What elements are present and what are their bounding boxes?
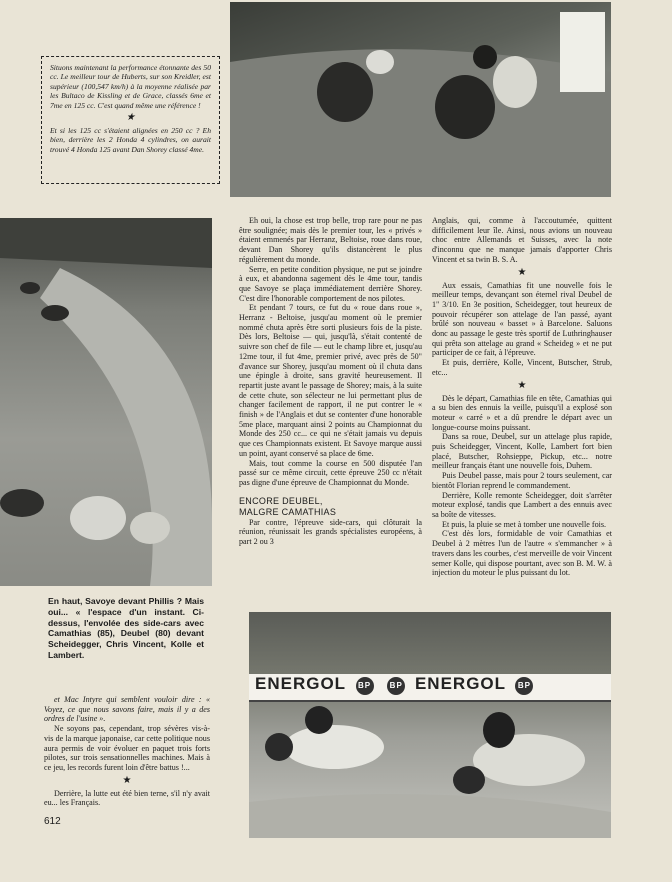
paragraph: Dans sa roue, Deubel, sur un attelage plus rapide, puis Scheidegger, Vincent, Kolle, Lambert fort bien placé, Butscher, Rohsieppe, Pickup, etc... notre meilleur français étant une nouvelle fois, Duhem. — [432, 432, 612, 471]
paragraph: Anglais, qui, comme à l'accoutumée, quittent difficilement leur île. Ainsi, nous avions un nouveau choc entre Allemands et Suisses, avec la note d'inconnu que ne manque jamais d'apporter Chris Vincent et sa twin B. S. A. — [432, 216, 612, 264]
photo-caption: En haut, Savoye devant Phillis ? Mais oui... « l'espace d'un instant. Ci-dessus, l'envolée des side-cars avec Camathias (85), Deubel (80) devant Scheidegger, Chris Vincent, Kolle et Lambert. — [48, 596, 204, 660]
bottom-photo-sidecars — [249, 612, 611, 838]
paragraph: Mais, tout comme la course en 500 disputée l'an passé sur ce même circuit, cette épreuve 250 cc n'était pas digne d'une épreuve de Championnat du Monde. — [239, 458, 422, 487]
section-heading: MALGRE CAMATHIAS — [239, 506, 337, 517]
sidecar-image — [249, 612, 611, 838]
bp-logo-icon: BP — [387, 677, 405, 695]
sidecar-race-image — [0, 218, 212, 586]
right-column — [432, 216, 612, 578]
top-photo-motorcycles — [230, 2, 611, 197]
paragraph: Et puis, derrière, Kolle, Vincent, Butscher, Strub, etc... — [432, 358, 612, 377]
bp-logo-icon: BP — [356, 677, 374, 695]
paragraph: Derrière, Kolle remonte Scheidegger, doit s'arrêter moteur explosé, tandis que Lambert a des ennuis avec sa boîte de vitesses. — [432, 490, 612, 519]
paragraph: Derrière, la lutte eut été bien terne, s'il n'y avait eu... les Français. — [44, 788, 210, 808]
info-box-paragraph: Et si les 125 cc s'étaient alignées en 250 cc ? Eh bien, derrière les 2 Honda 4 cylindres, on aurait trouvé 4 Honda 125 avant Dan Shorey classé 4me. — [50, 126, 211, 154]
info-box — [41, 56, 220, 184]
bp-logo-icon: BP — [515, 677, 533, 695]
star-divider: ★ — [517, 379, 527, 391]
paragraph: Dès le départ, Camathias file en tête, Camathias qui a su bien des ennuis la veille, puisqu'il a explosé son moteur « carré » et a dû prendre le départ avec un longue-course moins puissant. — [432, 393, 612, 432]
paragraph: Ne soyons pas, cependant, trop sévères vis-à-vis de la marque japonaise, car cette politique nous aura permis de voir évoluer en paquet trois forts pilotes, sur trois sensationnelles machines. Mais à ce jeu, les records furent loin d'être battus !... — [44, 724, 210, 772]
page-number: 612 — [44, 816, 61, 827]
left-column — [44, 695, 210, 808]
middle-column — [239, 216, 422, 547]
banner-text: ENERGOL — [414, 674, 506, 693]
motorcycle-racers-image — [230, 2, 611, 197]
info-box-paragraph: Situons maintenant la performance étonnante des 50 cc. Le meilleur tour de Huberts, sur son Kreidler, est supérieur (100,547 km/h) à la moyenne réalisée par les Bultaco de Kissling et de Grace, classés 6me et 7me en 125 cc. C'est quand même une référence ! — [50, 63, 211, 110]
paragraph: et Mac Intyre qui semblent vouloir dire : « Voyez, ce que nous savons faire, mais il y a des ordres de l'usine ». — [44, 695, 210, 724]
banner-text: ENERGOL — [255, 674, 346, 693]
section-heading: ENCORE DEUBEL, — [239, 495, 323, 506]
left-photo-sidecars — [0, 218, 212, 586]
star-divider: ★ — [126, 112, 135, 124]
paragraph: Et puis, la pluie se met à tomber une nouvelle fois. — [442, 519, 607, 529]
star-divider: ★ — [122, 774, 132, 786]
paragraph: Puis Deubel passe, mais pour 2 tours seulement, car bientôt Florian reprend le commandement. — [432, 471, 612, 490]
star-divider: ★ — [517, 266, 527, 278]
paragraph: Et pendant 7 tours, ce fut du « roue dans roue », Herranz - Beltoise, jusqu'au moment où le premier nommé chuta après être sorti plusieurs fois de la piste. Dès lors, Beltoise — qui, jusqu'là, s'était contenté de suivre son chef de file — eut le champ libre et, jusqu'au 12me tour, il fut 4me, premier privé, avec près de 50" d'avance sur Shorey, jusqu'au moment où il chuta dans une épingle à droite, sans gravité heureusement. Il repartit juste avant le passage de Shorey; mais, à la suite de cette chute, son sélecteur ne lui permettant plus de changer facilement de rapport, il ne put contrer le « finish » de l'Anglais et dut se contenter d'une honorable 5me place, marquant ainsi 2 points au Championnat du Monde des 250 cc... ce qui ne s'était jamais vu depuis que ces Championnats existent. Et Savoye marque aussi un point, ayant conservé sa place de 6me. — [239, 303, 422, 458]
paragraph: C'est dès lors, formidable de voir Camathias et Deubel à 2 mètres l'un de l'autre « s'emmancher » à travers dans les courbes, c'est merveille de voir Vincent semer Kolle, qui dispose pourtant, avec son B. M. W. à injection du moteur le plus puissant du lot. — [432, 529, 612, 578]
paragraph: Aux essais, Camathias fit une nouvelle fois le meilleur temps, devançant son éternel rival Deubel de 1" 3/10. En 3e position, Scheidegger, tout heureux de pouvoir récupérer son attelage de l'an passé, ayant brûlé son nouveau « basset » à Barcelone. Saluons donc au passage le geste très sportif de Luthringhauser qui prêta son attelage au grand « Scheideg » et ne put participer de ce fait, à l'épreuve. — [432, 280, 612, 358]
paragraph: Serre, en petite condition physique, ne put se joindre à eux, et abandonna sagement dès le 4me tour, tandis que Savoye se plaça immédiatement derrière Shorey. C'est dire l'honorable comportement de nos pilotes. — [239, 264, 422, 303]
paragraph: Par contre, l'épreuve side-cars, qui clôturait la réunion, réunissait les grands spécialistes européens, à part 2 ou 3 — [239, 517, 422, 547]
paragraph: Eh oui, la chose est trop belle, trop rare pour ne pas être soulignée; mais dès le premier tour, les « privés » étaient emmenés par Herranz, Beltoise, roue dans roue, devant Dan Shorey qu'ils distancèrent le plus régulièrement du monde. — [239, 216, 422, 264]
